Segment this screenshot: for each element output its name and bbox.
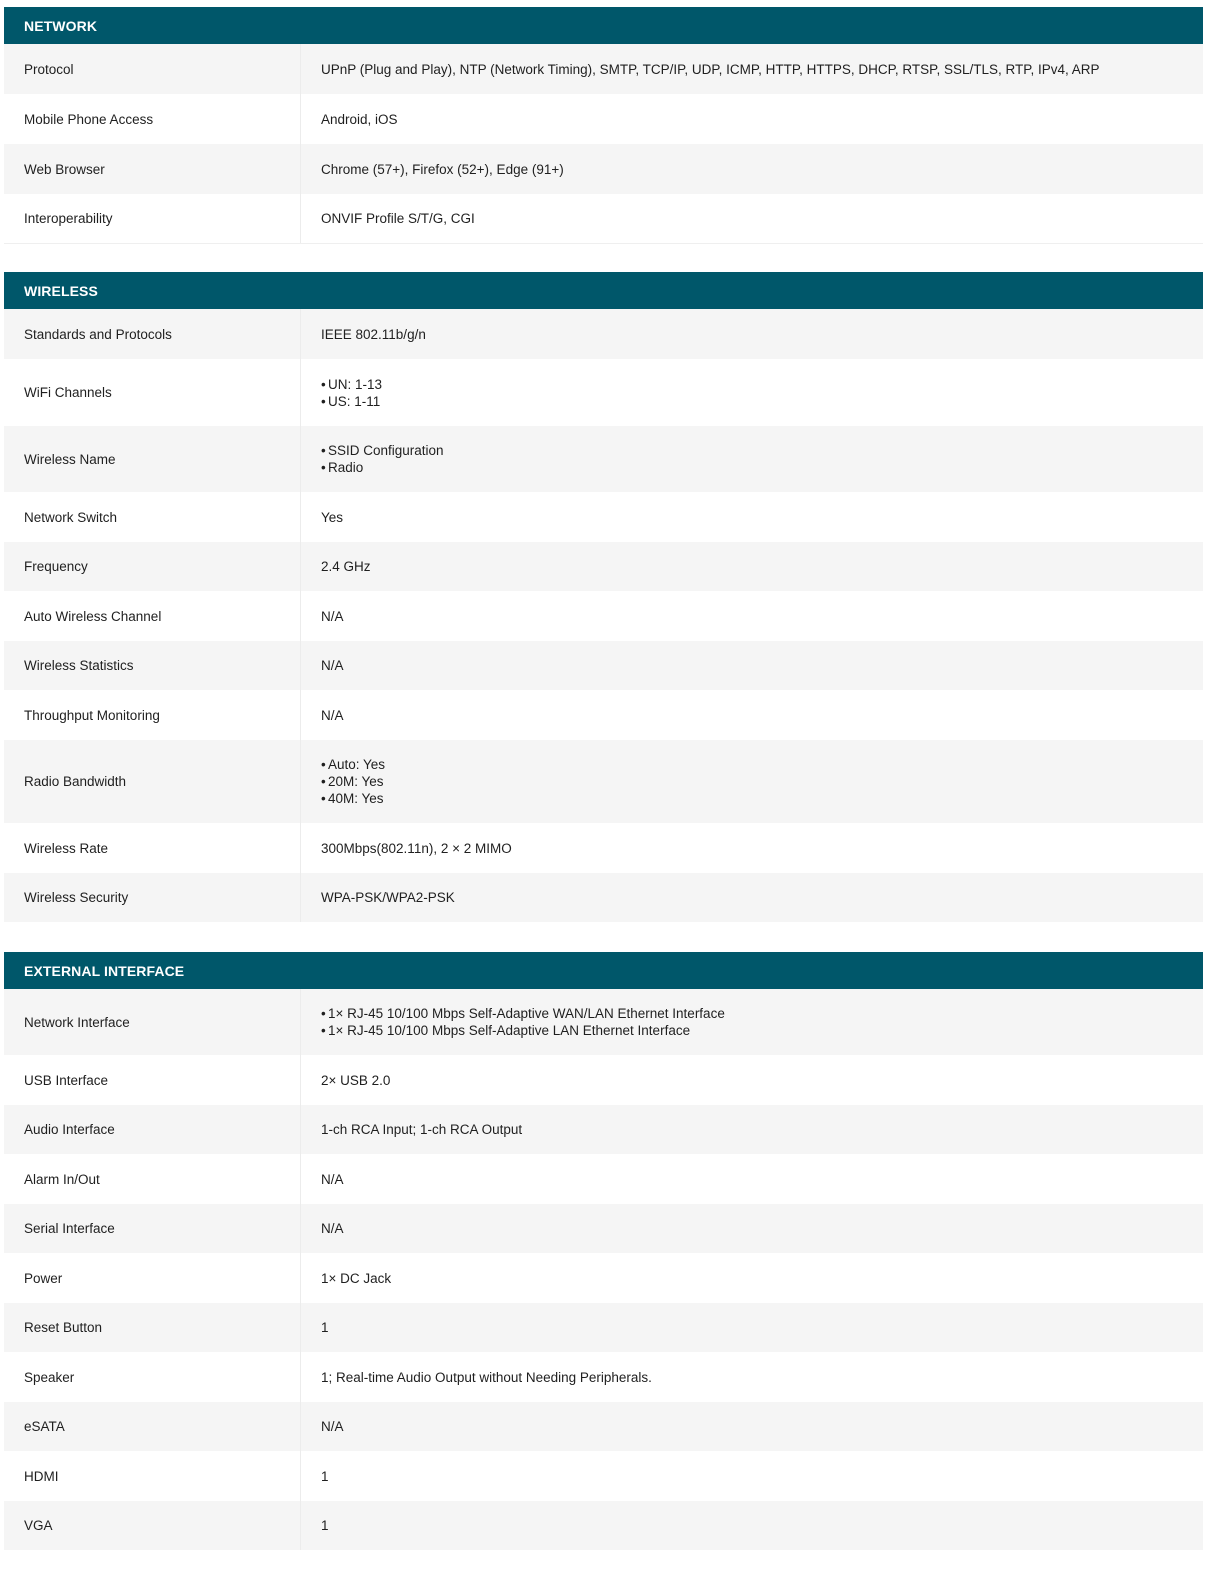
spec-label: Reset Button	[4, 1303, 301, 1352]
spec-label: Wireless Name	[4, 426, 301, 492]
spec-value-bullet: • US: 1-11	[321, 393, 1203, 410]
spec-label: Wireless Statistics	[4, 641, 301, 690]
spec-value-text: ONVIF Profile S/T/G, CGI	[321, 211, 475, 226]
spec-label: Network Switch	[4, 492, 301, 542]
spec-value-text: N/A	[321, 658, 344, 673]
spec-value-text: Yes	[321, 509, 344, 525]
spec-label: Standards and Protocols	[4, 309, 301, 359]
spec-value	[301, 1303, 1203, 1352]
spec-value	[301, 1253, 1203, 1303]
spec-row	[4, 1352, 1203, 1402]
spec-value-text: 1	[321, 1518, 329, 1533]
spec-value-text: Chrome (57+), Firefox (52+), Edge (91+)	[321, 161, 564, 177]
spec-value-bullet: • 20M: Yes	[321, 773, 1203, 790]
spec-value-text: N/A	[321, 707, 344, 723]
spec-value-text: 2× USB 2.0	[321, 1072, 391, 1088]
spec-row	[4, 989, 1203, 1055]
spec-value	[301, 1055, 1203, 1105]
section-divider	[4, 243, 1203, 244]
spec-value-bullet: • 1× RJ-45 10/100 Mbps Self-Adaptive WAN/LAN Ethernet Interface	[321, 1005, 1203, 1022]
section-wireless	[4, 272, 1203, 922]
spec-value	[301, 1451, 1203, 1501]
spec-value-text: 1; Real-time Audio Output without Needing Peripherals.	[321, 1369, 652, 1385]
spec-label: Speaker	[4, 1352, 301, 1402]
spec-value	[301, 542, 1203, 591]
spec-row	[4, 309, 1203, 359]
spec-value	[301, 690, 1203, 740]
spec-value-bullet: • Radio	[321, 459, 1203, 476]
spec-label: Interoperability	[4, 194, 301, 243]
spec-value-text: 2.4 GHz	[321, 559, 371, 574]
spec-row	[4, 194, 1203, 243]
spec-row	[4, 823, 1203, 873]
spec-value	[301, 1105, 1203, 1154]
spec-value	[301, 1204, 1203, 1253]
spec-row	[4, 1055, 1203, 1105]
spec-value-bullet: • SSID Configuration	[321, 442, 1203, 459]
spec-value-bullet: • Auto: Yes	[321, 756, 1203, 773]
section-title: WIRELESS	[4, 272, 1203, 309]
spec-row	[4, 591, 1203, 641]
spec-value	[301, 426, 1203, 492]
spec-value-text: N/A	[321, 608, 344, 624]
spec-value-bullet: • 40M: Yes	[321, 790, 1203, 807]
spec-value-text: IEEE 802.11b/g/n	[321, 326, 426, 342]
spec-label: USB Interface	[4, 1055, 301, 1105]
spec-value-text: 1-ch RCA Input; 1-ch RCA Output	[321, 1122, 523, 1137]
spec-label: Radio Bandwidth	[4, 740, 301, 823]
spec-value	[301, 309, 1203, 359]
spec-value-text: WPA-PSK/WPA2-PSK	[321, 890, 455, 905]
spec-row	[4, 1253, 1203, 1303]
spec-value-text: UPnP (Plug and Play), NTP (Network Timing), SMTP, TCP/IP, UDP, ICMP, HTTP, HTTPS, DHCP, RTSP, SSL/TLS, RTP, IPv4, ARP	[321, 61, 1100, 77]
spec-label: Serial Interface	[4, 1204, 301, 1253]
spec-value-text: N/A	[321, 1221, 344, 1236]
section-network	[4, 7, 1203, 244]
spec-row	[4, 44, 1203, 94]
spec-row	[4, 1303, 1203, 1352]
spec-row	[4, 359, 1203, 426]
spec-label: Wireless Security	[4, 873, 301, 922]
spec-label: Network Interface	[4, 989, 301, 1055]
spec-value-bullet: • UN: 1-13	[321, 376, 1203, 393]
spec-value	[301, 194, 1203, 243]
spec-value	[301, 94, 1203, 144]
spec-row	[4, 144, 1203, 194]
spec-row	[4, 740, 1203, 823]
spec-value	[301, 144, 1203, 194]
spec-label: Mobile Phone Access	[4, 94, 301, 144]
spec-value	[301, 989, 1203, 1055]
section-title: NETWORK	[4, 7, 1203, 44]
spec-label: Power	[4, 1253, 301, 1303]
spec-value-text: 1	[321, 1468, 329, 1484]
spec-value-text: N/A	[321, 1419, 344, 1434]
spec-row	[4, 1402, 1203, 1451]
spec-value	[301, 1501, 1203, 1550]
spec-label: Frequency	[4, 542, 301, 591]
spec-row	[4, 1501, 1203, 1550]
spec-row	[4, 492, 1203, 542]
spec-row	[4, 542, 1203, 591]
spec-label: Wireless Rate	[4, 823, 301, 873]
spec-value-bullet: • 1× RJ-45 10/100 Mbps Self-Adaptive LAN Ethernet Interface	[321, 1022, 1203, 1039]
spec-value	[301, 641, 1203, 690]
spec-row	[4, 690, 1203, 740]
spec-value	[301, 1352, 1203, 1402]
spec-label: Throughput Monitoring	[4, 690, 301, 740]
spec-row	[4, 1105, 1203, 1154]
spec-label: Audio Interface	[4, 1105, 301, 1154]
spec-row	[4, 426, 1203, 492]
spec-label: Protocol	[4, 44, 301, 94]
spec-row	[4, 873, 1203, 922]
spec-value	[301, 591, 1203, 641]
spec-label: Auto Wireless Channel	[4, 591, 301, 641]
spec-value	[301, 359, 1203, 426]
spec-value	[301, 873, 1203, 922]
spec-value	[301, 44, 1203, 94]
spec-label: Alarm In/Out	[4, 1154, 301, 1204]
spec-value-text: 300Mbps(802.11n), 2 × 2 MIMO	[321, 840, 512, 856]
section-external-interface	[4, 952, 1203, 1550]
spec-value	[301, 1402, 1203, 1451]
spec-row	[4, 1451, 1203, 1501]
spec-value-text: N/A	[321, 1171, 344, 1187]
spec-label: eSATA	[4, 1402, 301, 1451]
spec-row	[4, 94, 1203, 144]
spec-value-text: Android, iOS	[321, 111, 398, 127]
spec-value	[301, 740, 1203, 823]
spec-value-text: 1× DC Jack	[321, 1270, 392, 1286]
spec-value	[301, 492, 1203, 542]
spec-label: Web Browser	[4, 144, 301, 194]
spec-value	[301, 1154, 1203, 1204]
spec-label: HDMI	[4, 1451, 301, 1501]
spec-row	[4, 641, 1203, 690]
spec-value-text: 1	[321, 1320, 329, 1335]
spec-label: WiFi Channels	[4, 359, 301, 426]
spec-label: VGA	[4, 1501, 301, 1550]
spec-row	[4, 1154, 1203, 1204]
spec-row	[4, 1204, 1203, 1253]
section-title: EXTERNAL INTERFACE	[4, 952, 1203, 989]
spec-value	[301, 823, 1203, 873]
